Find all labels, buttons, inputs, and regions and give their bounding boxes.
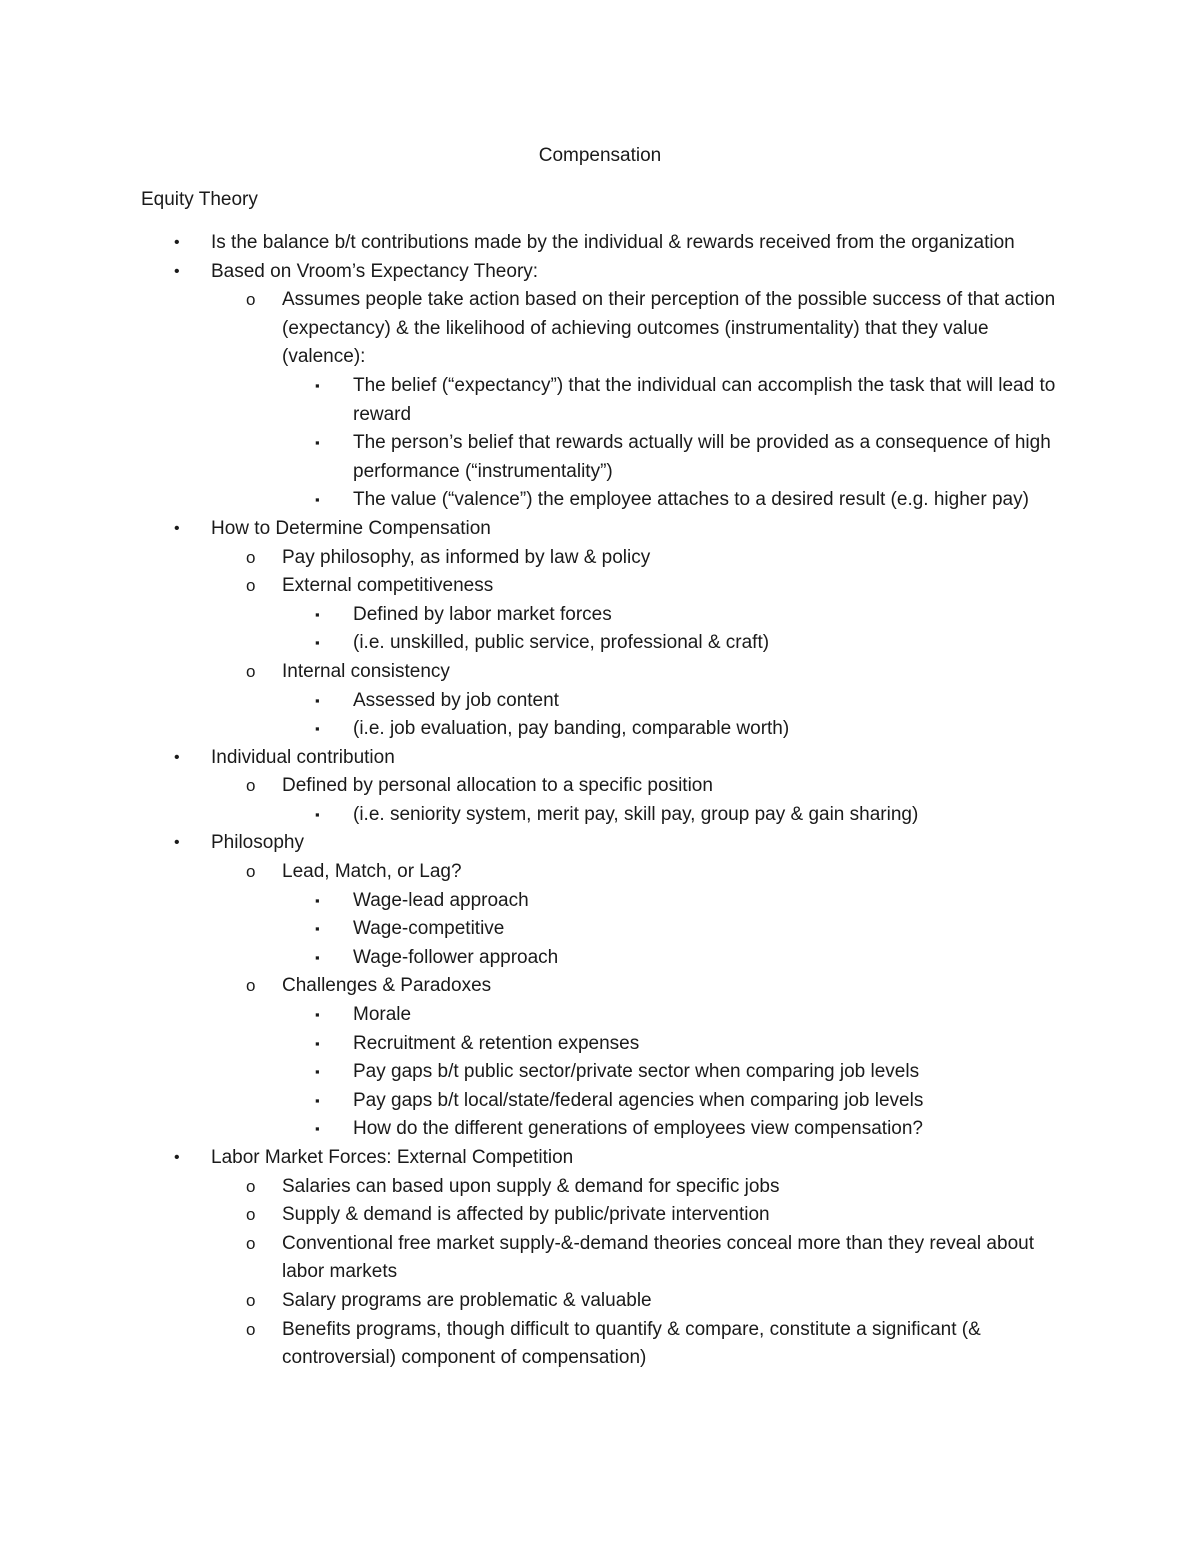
- section-heading-equity-theory: Equity Theory: [141, 189, 258, 210]
- subsubitem: [282, 372, 1066, 429]
- subitem-text: Salaries can based upon supply & demand for specific jobs: [282, 1175, 780, 1197]
- circle-marker: o: [246, 776, 256, 796]
- square-marker: ▪: [315, 377, 320, 393]
- subsubitem-text: Recruitment & retention expenses: [353, 1032, 640, 1054]
- subitem-text: Salary programs are problematic & valuable: [282, 1289, 652, 1311]
- square-marker: ▪: [315, 1007, 320, 1023]
- subsubitem-text: (i.e. job evaluation, pay banding, comparable worth): [353, 718, 790, 740]
- subsubitem: [282, 1115, 1066, 1144]
- subsubitem-text: Wage-follower approach: [353, 946, 559, 968]
- subsubitem-text: (i.e. unskilled, public service, professional & craft): [353, 632, 770, 654]
- outline-item-labor-market: [141, 1144, 1066, 1373]
- square-marker: ▪: [315, 806, 320, 822]
- circle-marker: o: [246, 862, 256, 882]
- sublist: [211, 1173, 1066, 1373]
- subitem-challenges: [211, 972, 1066, 1144]
- subsubitem-text: The person’s belief that rewards actually will be provided as a consequence of high performance (“instrumentality”): [353, 432, 1051, 482]
- subsubitem: [282, 1030, 1066, 1059]
- bullet-marker: •: [174, 1149, 180, 1166]
- circle-marker: o: [246, 1205, 256, 1225]
- subsubitem-text: Morale: [353, 1004, 412, 1026]
- subsubitem: [282, 887, 1066, 916]
- outline-item-determine: [141, 515, 1066, 744]
- circle-marker: o: [246, 976, 256, 996]
- outline-item-text: How to Determine Compensation: [211, 517, 491, 539]
- subsubitem: [282, 801, 1066, 830]
- subsubitem-text: Wage-competitive: [353, 918, 505, 940]
- square-marker: ▪: [315, 921, 320, 937]
- subitem-text: Pay philosophy, as informed by law & policy: [282, 546, 651, 568]
- square-marker: ▪: [315, 721, 320, 737]
- square-marker: ▪: [315, 692, 320, 708]
- outline-item-text: Based on Vroom’s Expectancy Theory:: [211, 260, 539, 282]
- subsubitem-text: Wage-lead approach: [353, 889, 529, 911]
- subitem-text: Challenges & Paradoxes: [282, 975, 492, 997]
- outline-item-vroom: [141, 258, 1066, 515]
- square-marker: ▪: [315, 1092, 320, 1108]
- subitem-text: Internal consistency: [282, 660, 450, 682]
- square-marker: ▪: [315, 606, 320, 622]
- square-marker: ▪: [315, 492, 320, 508]
- subitem: [211, 1201, 1066, 1230]
- subitem-text: Benefits programs, though difficult to quantify & compare, constitute a significant (& controversial) component of compensation): [282, 1318, 981, 1369]
- subitem-text: Supply & demand is affected by public/private intervention: [282, 1204, 770, 1226]
- circle-marker: o: [246, 661, 256, 681]
- subsubitem-text: Assessed by job content: [353, 689, 559, 711]
- subsubitem: [282, 687, 1066, 716]
- subsubitem-text: (i.e. seniority system, merit pay, skill pay, group pay & gain sharing): [353, 803, 919, 825]
- subitem-defined: [211, 772, 1066, 829]
- subitem-text: Defined by personal allocation to a specific position: [282, 775, 713, 797]
- square-marker: ▪: [315, 892, 320, 908]
- square-marker: ▪: [315, 1064, 320, 1080]
- subsubitem: [282, 915, 1066, 944]
- bullet-marker: •: [174, 234, 180, 251]
- square-marker: ▪: [315, 949, 320, 965]
- subitem-assumes: [211, 286, 1066, 515]
- subitem-text: Conventional free market supply-&-demand theories conceal more than they reveal about labor markets: [282, 1232, 1034, 1283]
- subsubitem-text: The value (“valence”) the employee attaches to a desired result (e.g. higher pay): [353, 489, 1029, 511]
- subsubitem-text: Pay gaps b/t public sector/private sector when comparing job levels: [353, 1061, 920, 1083]
- outline-item-equity: [141, 229, 1066, 258]
- subitem-external: [211, 572, 1066, 658]
- subsublist: [282, 1001, 1066, 1144]
- circle-marker: o: [246, 1290, 256, 1310]
- circle-marker: o: [246, 576, 256, 596]
- subsubitem: [282, 715, 1066, 744]
- circle-marker: o: [246, 1319, 256, 1339]
- subitem-text: Lead, Match, or Lag?: [282, 861, 462, 883]
- bullet-marker: •: [174, 748, 180, 766]
- subsublist: [282, 601, 1066, 658]
- outline-item-text: Is the balance b/t contributions made by the individual & rewards received from the organization: [211, 232, 1015, 253]
- outline-item-text: Individual contribution: [211, 746, 395, 768]
- square-marker: ▪: [315, 1035, 320, 1051]
- bullet-marker: •: [174, 834, 180, 852]
- circle-marker: o: [246, 1176, 256, 1196]
- subsubitem: [282, 601, 1066, 630]
- subitem: [211, 1316, 1066, 1373]
- outline-item-philosophy: [141, 829, 1066, 1144]
- subitem-text: External competitiveness: [282, 575, 494, 597]
- circle-marker: o: [246, 1233, 256, 1253]
- subsubitem: [282, 1087, 1066, 1116]
- subsubitem: [282, 1001, 1066, 1030]
- subsubitem-text: Pay gaps b/t local/state/federal agencies when comparing job levels: [353, 1089, 924, 1111]
- sublist: [211, 286, 1066, 515]
- circle-marker: o: [246, 290, 256, 310]
- subitem: [211, 1287, 1066, 1316]
- sublist: [211, 772, 1066, 829]
- subsublist: [282, 801, 1066, 830]
- subsubitem-text: How do the different generations of employees view compensation?: [353, 1118, 923, 1140]
- square-marker: ▪: [315, 435, 320, 451]
- subitem-pay-philosophy: [211, 544, 1066, 573]
- document-title: Compensation: [538, 145, 662, 166]
- bullet-marker: •: [174, 262, 180, 280]
- outline-list: [141, 229, 1066, 1373]
- outline-item-individual: [141, 744, 1066, 830]
- bullet-marker: •: [174, 519, 180, 537]
- subitem-text: Assumes people take action based on their perception of the possible success of that action (expectancy) & the likelihood of achieving outcomes (instrumentality) that they value (valence):: [282, 289, 1056, 368]
- subsubitem: [282, 1058, 1066, 1087]
- outline-item-text: Labor Market Forces: External Competition: [211, 1147, 574, 1168]
- subsublist: [282, 887, 1066, 973]
- circle-marker: o: [246, 547, 256, 567]
- subitem: [211, 1173, 1066, 1202]
- subsubitem: [282, 629, 1066, 658]
- subsublist: [282, 687, 1066, 744]
- subitem: [211, 1230, 1066, 1287]
- subitem-internal: [211, 658, 1066, 744]
- subsublist: [282, 372, 1066, 515]
- subitem-lead-match-lag: [211, 858, 1066, 972]
- subsubitem-text: Defined by labor market forces: [353, 603, 612, 625]
- subsubitem: [282, 486, 1066, 515]
- sublist: [211, 544, 1066, 744]
- square-marker: ▪: [315, 1121, 320, 1137]
- subsubitem-text: The belief (“expectancy”) that the individual can accomplish the task that will lead to reward: [353, 374, 1056, 425]
- subsubitem: [282, 944, 1066, 973]
- subsubitem: [282, 429, 1066, 486]
- square-marker: ▪: [315, 635, 320, 651]
- outline-item-text: Philosophy: [211, 832, 304, 854]
- sublist: [211, 858, 1066, 1144]
